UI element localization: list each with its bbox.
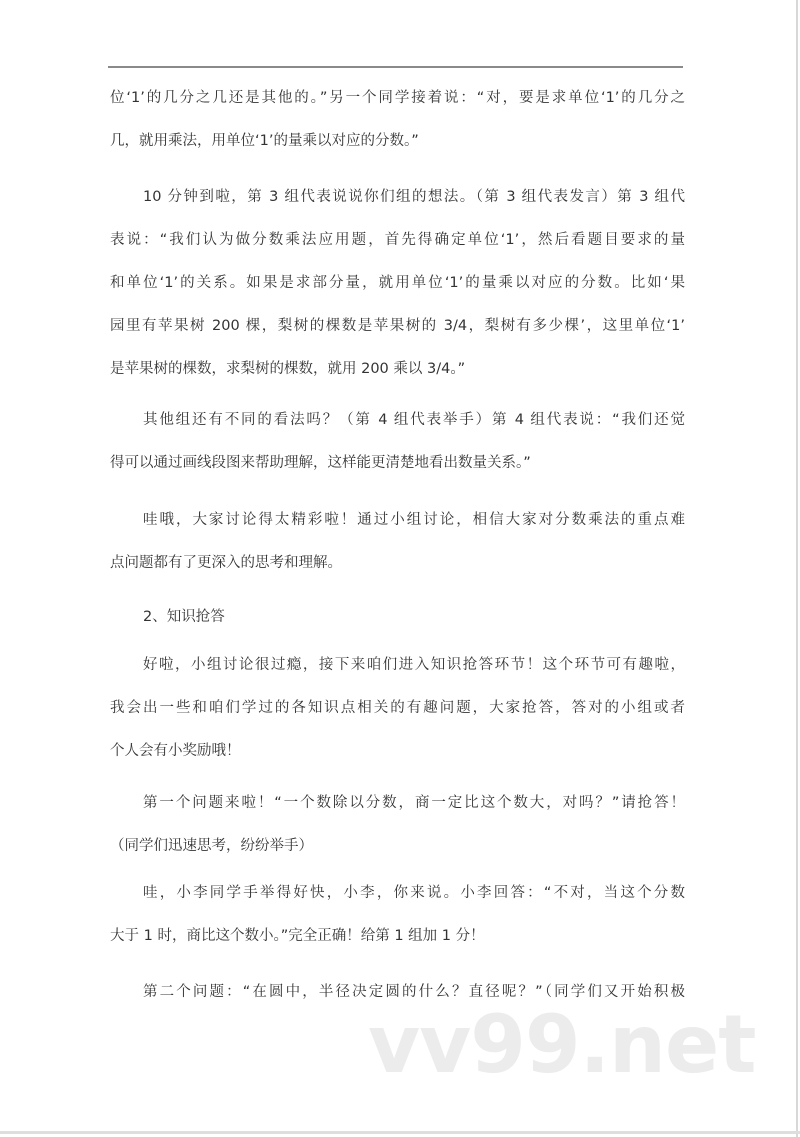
text-line: 得可以通过画线段图来帮助理解，这样能更清楚地看出数量关系。”: [110, 455, 531, 471]
text-line: 是苹果树的棵数，求梨树的棵数，就用 200 乘以 3/4。”: [110, 361, 466, 377]
text-line: 第二个问题：“在圆中，半径决定圆的什么？直径呢？”（同学们又开始积极: [143, 984, 685, 1000]
text-line: 其他组还有不同的看法吗？（第 4 组代表举手）第 4 组代表说：“我们还觉: [143, 412, 685, 428]
text-line: 几，就用乘法，用单位‘1’的量乘以对应的分数。”: [110, 133, 419, 149]
section-heading: 2、知识抢答: [143, 609, 225, 625]
text-line: 表说：“我们认为做分数乘法应用题，首先得确定单位‘1’，然后看题目要求的量: [110, 232, 685, 248]
page-border-bottom: [0, 1131, 800, 1134]
page-border-right: [796, 0, 798, 1137]
text-line: （同学们迅速思考，纷纷举手）: [110, 838, 313, 854]
text-line: 和单位‘1’的关系。如果是求部分量，就用单位‘1’的量乘以对应的分数。比如‘果: [110, 275, 685, 291]
text-line: 大于 1 时，商比这个数小。”完全正确！给第 1 组加 1 分！: [110, 928, 485, 944]
header-rule: [108, 66, 683, 68]
text-line: 哇，小李同学手举得好快，小李，你来说。小李回答：“不对，当这个分数: [143, 885, 685, 901]
text-line: 个人会有小奖励哦！: [110, 743, 241, 759]
text-line: 位‘1’的几分之几还是其他的。”另一个同学接着说：“对，要是求单位‘1’的几分之: [110, 90, 685, 106]
text-line: 好啦，小组讨论很过瘾，接下来咱们进入知识抢答环节！这个环节可有趣啦，: [143, 657, 685, 673]
watermark: vv99.net: [368, 998, 756, 1091]
text-line: 10 分钟到啦，第 3 组代表说说你们组的想法。（第 3 组代表发言）第 3 组代: [143, 189, 685, 205]
text-line: 点问题都有了更深入的思考和理解。: [110, 555, 342, 571]
text-line: 我会出一些和咱们学过的各知识点相关的有趣问题，大家抢答，答对的小组或者: [110, 700, 685, 716]
text-line: 园里有苹果树 200 棵，梨树的棵数是苹果树的 3/4，梨树有多少棵’，这里单位‘1’: [110, 318, 685, 334]
text-line: 第一个问题来啦！“一个数除以分数，商一定比这个数大，对吗？”请抢答！: [143, 795, 685, 811]
text-line: 哇哦，大家讨论得太精彩啦！通过小组讨论，相信大家对分数乘法的重点难: [143, 512, 685, 528]
